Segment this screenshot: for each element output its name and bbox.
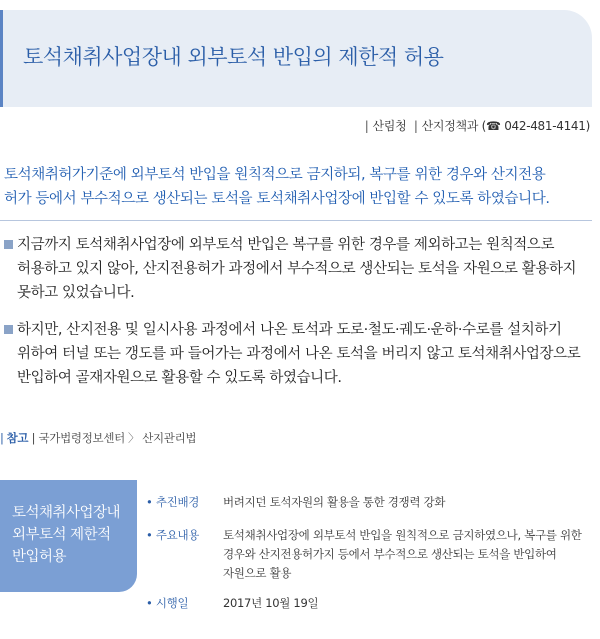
reference-target[interactable]: 산지관리법 bbox=[142, 431, 197, 445]
bullet-paragraph bbox=[4, 233, 592, 305]
detail-value bbox=[223, 493, 593, 512]
summary-line: 토석채취허가기준에 외부토석 반입을 원칙적으로 금지하되, 복구를 위한 경우와 산지전용 bbox=[4, 167, 546, 183]
page-title: 토석채취사업장내 외부토석 반입의 제한적 허용 bbox=[23, 45, 444, 69]
detail-label: • 주요내용 bbox=[146, 528, 200, 542]
detail-line: 경우와 산지전용허가지 등에서 부수적으로 생산되는 토석을 반입하여 bbox=[223, 547, 557, 561]
detail-value bbox=[223, 594, 593, 613]
card-line: 토석채취사업장내 bbox=[12, 505, 121, 521]
chevron-right-icon: 〉 bbox=[127, 431, 140, 445]
bullet-text bbox=[17, 233, 592, 305]
card-line: 외부토석 제한적 bbox=[12, 527, 111, 543]
bullet-square-icon bbox=[4, 240, 13, 249]
bullet-line: 반입하여 골재자원으로 활용할 수 있도록 하였습니다. bbox=[17, 370, 342, 386]
separator: | bbox=[413, 119, 418, 133]
detail-line: 2017년 10월 19일 bbox=[223, 596, 319, 610]
bullet-line: 허용하고 있지 않아, 산지전용허가 과정에서 부수적으로 생산되는 토석을 자원으로 활용하지 bbox=[17, 261, 577, 277]
divider bbox=[0, 220, 592, 221]
bullet-line: 못하고 있었습니다. bbox=[17, 285, 135, 301]
department-name: 산지정책과 bbox=[421, 119, 479, 133]
detail-line: 토석채취사업장에 외부토석 반입을 원칙적으로 금지하였으나, 복구를 위한 bbox=[223, 528, 582, 542]
summary-card bbox=[0, 480, 137, 592]
bullet-line: 지금까지 토석채취사업장에 외부토석 반입은 복구를 위한 경우를 제외하고는 원칙적으로 bbox=[17, 237, 555, 253]
card-line: 반입허용 bbox=[12, 549, 67, 565]
phone-number: 042-481-4141 bbox=[504, 119, 586, 133]
detail-label: • 시행일 bbox=[146, 596, 189, 610]
contact-info: | 산림청 | 산지정책과 (☎ 042-481-4141) bbox=[364, 119, 590, 133]
bullet-line: 위하여 터널 또는 갱도를 파 들어가는 과정에서 나온 토석을 버리지 않고 토석채취사업장으로 bbox=[17, 346, 581, 362]
summary-text bbox=[4, 163, 594, 211]
reference-line bbox=[0, 430, 196, 446]
bullet-line: 하지만, 산지전용 및 일시사용 과정에서 나온 토석과 도로·철도·궤도·운하·수로를 설치하기 bbox=[17, 322, 562, 338]
summary-line: 허가 등에서 부수적으로 생산되는 토석을 토석채취사업장에 반입할 수 있도록 하였습니다. bbox=[4, 191, 550, 207]
detail-line: 버려지던 토석자원의 활용을 통한 경쟁력 강화 bbox=[223, 495, 446, 509]
reference-source[interactable]: 국가법령정보센터 bbox=[38, 431, 125, 445]
phone-icon: ☎ bbox=[486, 119, 501, 133]
detail-line: 자원으로 활용 bbox=[223, 566, 292, 580]
agency-name: 산림청 bbox=[372, 119, 407, 133]
reference-label: 참고 bbox=[6, 431, 29, 445]
detail-label: • 추진배경 bbox=[146, 495, 200, 509]
bullet-text bbox=[17, 318, 592, 390]
detail-value bbox=[223, 526, 593, 583]
bullet-paragraph bbox=[4, 318, 592, 390]
bullet-square-icon bbox=[4, 325, 13, 334]
title-banner bbox=[0, 10, 592, 107]
separator: | bbox=[0, 431, 4, 445]
separator: | bbox=[364, 119, 369, 133]
separator: | bbox=[31, 431, 36, 445]
